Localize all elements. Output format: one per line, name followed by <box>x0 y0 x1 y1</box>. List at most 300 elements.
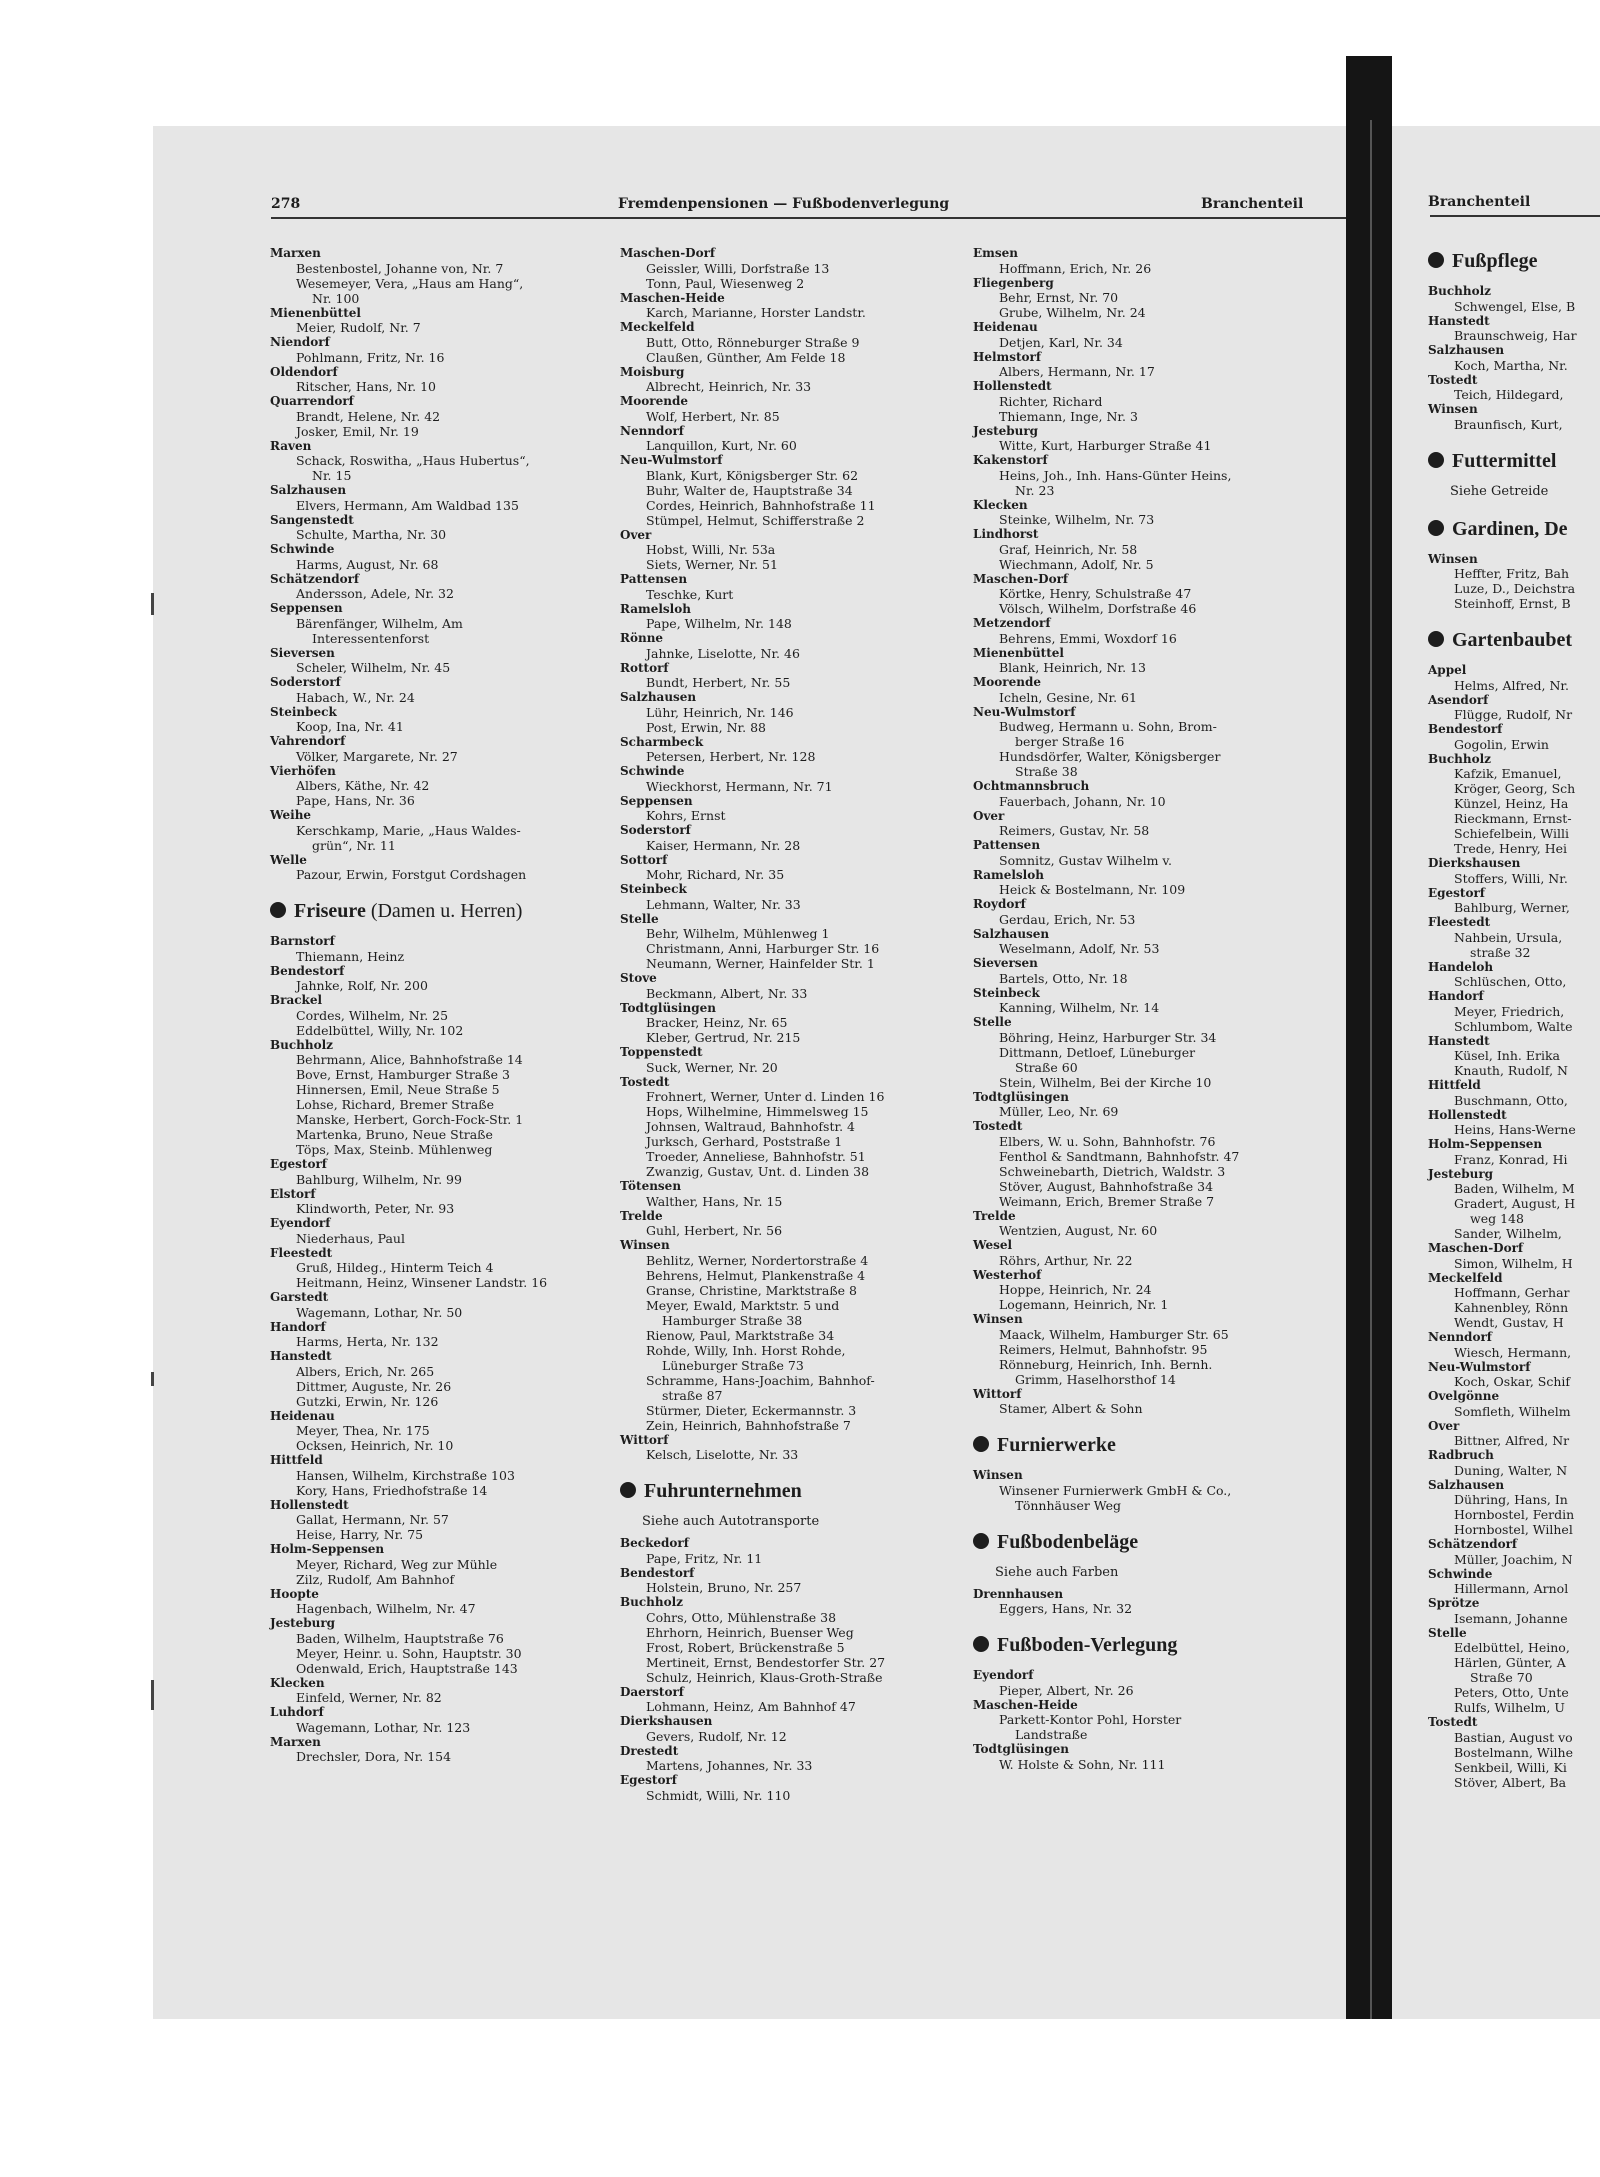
cross-reference: Siehe auch Farben <box>995 1564 1119 1580</box>
column-1 <box>270 246 615 1764</box>
listing-entry: Straße 38 <box>1015 764 1078 779</box>
listing-entry: Schiefelbein, Willi <box>1454 826 1570 841</box>
listing-entry: Müller, Leo, Nr. 69 <box>999 1104 1119 1119</box>
listing-entry: Thiemann, Inge, Nr. 3 <box>999 408 1138 424</box>
place-heading: Tostedt <box>1428 1715 1478 1729</box>
place-heading: Winsen <box>1428 551 1478 566</box>
place-heading: Dierkshausen <box>620 1714 713 1728</box>
section-bullet-icon <box>973 1436 989 1452</box>
listing-entry: Zein, Heinrich, Bahnhofstraße 7 <box>646 1417 851 1433</box>
place-heading: Bendestorf <box>620 1565 695 1580</box>
place-heading: Nenndorf <box>1428 1330 1492 1344</box>
place-heading: Fleestedt <box>1428 915 1491 929</box>
listing-entry: Bestenbostel, Johanne von, Nr. 7 <box>296 260 504 276</box>
section-title: Fußbodenbeläge <box>997 1530 1139 1553</box>
listing-entry: Stamer, Albert & Sohn <box>999 1401 1143 1416</box>
listing-entry: Hillermann, Arnol <box>1454 1581 1569 1596</box>
place-heading: Marxen <box>270 246 321 260</box>
listing-entry: Tönnhäuser Weg <box>1015 1497 1122 1513</box>
listing-entry: Wesemeyer, Vera, „Haus am Hang“, <box>296 275 524 291</box>
listing-entry: Geissler, Willi, Dorfstraße 13 <box>646 260 830 276</box>
listing-entry: Schulte, Martha, Nr. 30 <box>296 527 447 542</box>
listing-entry: Blank, Heinrich, Nr. 13 <box>999 660 1146 675</box>
section-title: Fuhrunternehmen <box>644 1480 802 1502</box>
listing-entry: Martens, Johannes, Nr. 33 <box>646 1758 813 1773</box>
place-heading: Soderstorf <box>270 675 341 689</box>
listing-entry: Stein, Wilhelm, Bei der Kirche 10 <box>999 1074 1212 1090</box>
place-heading: Ramelsloh <box>620 601 691 616</box>
listing-entry: Gruß, Hildeg., Hinterm Teich 4 <box>296 1260 494 1275</box>
right-header-rule <box>1430 215 1600 217</box>
place-heading: Elstorf <box>270 1186 316 1201</box>
section-title: Futtermittel <box>1452 449 1557 472</box>
listing-entry: Pieper, Albert, Nr. 26 <box>999 1682 1134 1698</box>
listing-entry: Harms, August, Nr. 68 <box>296 556 439 572</box>
listing-entry: Schramme, Hans-Joachim, Bahnhof- <box>646 1372 875 1388</box>
listing-entry: Völker, Margarete, Nr. 27 <box>296 748 458 764</box>
listing-entry: Holstein, Bruno, Nr. 257 <box>646 1580 802 1595</box>
listing-entry: Albers, Hermann, Nr. 17 <box>999 364 1155 379</box>
section-bullet-icon <box>973 1533 989 1549</box>
listing-entry: Braunschweig, Har <box>1454 328 1577 343</box>
place-heading: Ovelgönne <box>1428 1389 1500 1403</box>
listing-entry: Martenka, Bruno, Neue Straße <box>296 1127 493 1142</box>
listing-entry: Ehrhorn, Heinrich, Buenser Weg <box>646 1624 854 1640</box>
listing-entry: Kaiser, Hermann, Nr. 28 <box>646 837 801 853</box>
margin-mark <box>151 1680 154 1710</box>
listing-entry: Icheln, Gesine, Nr. 61 <box>999 689 1137 705</box>
listing-entry: Reimers, Gustav, Nr. 58 <box>999 823 1150 838</box>
right-page <box>1392 126 1600 2019</box>
listing-entry: Schulz, Heinrich, Klaus-Groth-Straße <box>646 1669 883 1685</box>
place-heading: Schätzendorf <box>270 571 360 586</box>
listing-entry: Heick & Bostelmann, Nr. 109 <box>999 882 1186 897</box>
listing-entry: Lohmann, Heinz, Am Bahnhof 47 <box>646 1699 856 1714</box>
section-bullet-icon <box>1428 631 1444 647</box>
listing-entry: Pape, Hans, Nr. 36 <box>296 793 415 808</box>
listing-entry: Nr. 15 <box>312 468 352 483</box>
place-heading: Sieversen <box>973 956 1038 970</box>
listing-entry: Brandt, Helene, Nr. 42 <box>296 408 441 424</box>
place-heading: Drennhausen <box>973 1586 1064 1601</box>
listing-entry: Pohlmann, Fritz, Nr. 16 <box>296 349 445 365</box>
listing-entry: Elbers, W. u. Sohn, Bahnhofstr. 76 <box>999 1133 1216 1149</box>
place-heading: Heidenau <box>973 320 1038 334</box>
section-title: Furnierwerke <box>997 1434 1116 1456</box>
listing-entry: Eggers, Hans, Nr. 32 <box>999 1601 1133 1616</box>
listing-entry: Schwengel, Else, B <box>1454 298 1576 314</box>
listing-entry: Hoffmann, Gerhar <box>1454 1285 1570 1300</box>
listing-entry: Drechsler, Dora, Nr. 154 <box>296 1749 452 1764</box>
listing-entry: Heise, Harry, Nr. 75 <box>296 1527 424 1542</box>
listing-entry: Völsch, Wilhelm, Dorfstraße 46 <box>999 601 1197 616</box>
place-heading: Tostedt <box>973 1119 1023 1133</box>
place-heading: Quarrendorf <box>270 394 354 408</box>
listing-entry: Hoppe, Heinrich, Nr. 24 <box>999 1282 1152 1297</box>
listing-entry: Bracker, Heinz, Nr. 65 <box>646 1015 788 1030</box>
place-heading: Steinbeck <box>270 704 337 719</box>
place-heading: Mienenbüttel <box>270 305 361 320</box>
place-heading: Ochtmannsbruch <box>973 779 1090 793</box>
place-heading: Emsen <box>973 246 1018 260</box>
place-heading: Klecken <box>270 1675 325 1690</box>
place-heading: Helmstorf <box>973 349 1042 364</box>
listing-entry: Hops, Wilhelmine, Himmelsweg 15 <box>646 1104 869 1119</box>
place-heading: Buchholz <box>1428 751 1491 766</box>
place-heading: Fliegenberg <box>973 275 1054 290</box>
listing-entry: Witte, Kurt, Harburger Straße 41 <box>999 438 1212 453</box>
place-heading: Buchholz <box>620 1595 683 1609</box>
cross-reference: Siehe Getreide <box>1450 483 1549 499</box>
listing-entry: Eddelbüttel, Willy, Nr. 102 <box>296 1022 464 1038</box>
listing-entry: Wieckhorst, Hermann, Nr. 71 <box>646 778 833 794</box>
listing-entry: Böhring, Heinz, Harburger Str. 34 <box>999 1029 1217 1045</box>
listing-entry: Fauerbach, Johann, Nr. 10 <box>999 793 1166 809</box>
listing-entry: Dühring, Hans, In <box>1454 1492 1568 1507</box>
listing-entry: Baden, Wilhelm, M <box>1454 1181 1575 1196</box>
listing-entry: Scheler, Wilhelm, Nr. 45 <box>296 660 451 675</box>
listing-entry: Grube, Wilhelm, Nr. 24 <box>999 305 1146 320</box>
place-heading: Asendorf <box>1428 692 1489 707</box>
listing-entry: berger Straße 16 <box>1015 734 1125 749</box>
place-heading: Maschen-Heide <box>620 290 725 305</box>
place-heading: Seppensen <box>620 793 693 808</box>
listing-entry: Frost, Robert, Brückenstraße 5 <box>646 1639 845 1655</box>
listing-entry: Graf, Heinrich, Nr. 58 <box>999 541 1138 557</box>
place-heading: Schwinde <box>1428 1566 1493 1581</box>
listing-entry: Simon, Wilhelm, H <box>1454 1255 1573 1271</box>
listing-entry: Trede, Henry, Hei <box>1454 841 1568 856</box>
place-heading: Lindhorst <box>973 527 1039 541</box>
listing-entry: Bastian, August vo <box>1454 1729 1573 1745</box>
place-heading: Dierkshausen <box>1428 856 1521 870</box>
listing-entry: Stöver, Albert, Ba <box>1454 1774 1567 1790</box>
listing-entry: Rohde, Willy, Inh. Horst Rohde, <box>646 1342 846 1358</box>
place-heading: Winsen <box>1428 402 1478 416</box>
listing-entry: Claußen, Günther, Am Felde 18 <box>646 349 846 365</box>
listing-entry: Koop, Ina, Nr. 41 <box>296 719 404 734</box>
place-heading: Drestedt <box>620 1743 679 1758</box>
listing-entry: Meyer, Ewald, Marktstr. 5 und <box>646 1297 840 1313</box>
listing-entry: Landstraße <box>1015 1727 1088 1742</box>
place-heading: Eyendorf <box>973 1668 1034 1682</box>
place-heading: Moorende <box>620 394 688 408</box>
place-heading: Radbruch <box>1428 1448 1494 1462</box>
place-heading: Roydorf <box>973 897 1026 911</box>
listing-entry: Detjen, Karl, Nr. 34 <box>999 334 1123 350</box>
place-heading: Maschen-Dorf <box>973 571 1069 586</box>
place-heading: Hanstedt <box>1428 1033 1490 1048</box>
listing-entry: Kelsch, Liselotte, Nr. 33 <box>646 1447 799 1462</box>
listing-entry: Bittner, Alfred, Nr <box>1454 1433 1570 1448</box>
listing-entry: Blank, Kurt, Königsberger Str. 62 <box>646 467 859 483</box>
right-section-label: Branchenteil <box>1428 194 1531 210</box>
listing-entry: Thiemann, Heinz <box>296 948 405 964</box>
place-heading: Todtglüsingen <box>973 1089 1069 1104</box>
listing-entry: Karch, Marianne, Horster Landstr. <box>646 305 866 320</box>
section-title: Fußboden-Verlegung <box>997 1634 1178 1656</box>
place-heading: Tostedt <box>1428 372 1478 387</box>
section-heading <box>270 898 615 924</box>
listing-entry: Meier, Rudolf, Nr. 7 <box>296 320 421 335</box>
listing-entry: Mohr, Richard, Nr. 35 <box>646 867 785 882</box>
listing-entry: Braunfisch, Kurt, <box>1454 416 1563 432</box>
listing-entry: Stürmer, Dieter, Eckermannstr. 3 <box>646 1402 857 1418</box>
listing-entry: Mertineit, Ernst, Bendestorfer Str. 27 <box>646 1654 886 1670</box>
place-heading: Bendestorf <box>1428 722 1503 736</box>
place-heading: Stelle <box>1428 1625 1467 1640</box>
place-heading: Meckelfeld <box>620 320 695 334</box>
place-heading: Maschen-Heide <box>973 1697 1078 1712</box>
listing-entry: Hornbostel, Wilhel <box>1454 1522 1573 1537</box>
listing-entry: Rulfs, Wilhelm, U <box>1454 1700 1565 1715</box>
place-heading: Soderstorf <box>620 823 691 837</box>
listing-entry: Stöver, August, Bahnhofstraße 34 <box>999 1178 1214 1194</box>
listing-entry: W. Holste & Sohn, Nr. 111 <box>999 1756 1166 1772</box>
place-heading: Steinbeck <box>620 882 687 896</box>
place-heading: Moorende <box>973 675 1041 689</box>
listing-entry: Gutzki, Erwin, Nr. 126 <box>296 1393 439 1409</box>
place-heading: Schwinde <box>270 542 335 556</box>
place-heading: Eyendorf <box>270 1216 331 1230</box>
listing-entry: Steinke, Wilhelm, Nr. 73 <box>999 512 1155 527</box>
place-heading: Hittfeld <box>1428 1078 1481 1092</box>
listing-entry: Bahlburg, Werner, <box>1454 900 1570 915</box>
place-heading: Hoopte <box>270 1586 319 1601</box>
section-bullet-icon <box>270 902 286 918</box>
listing-entry: Albers, Erich, Nr. 265 <box>296 1363 435 1379</box>
place-heading: Handorf <box>270 1319 326 1334</box>
place-heading: Bendestorf <box>270 963 345 978</box>
place-heading: Jesteburg <box>973 423 1039 438</box>
listing-entry: Steinhoff, Ernst, B <box>1454 596 1571 611</box>
listing-entry: Hinnersen, Emil, Neue Straße 5 <box>296 1082 500 1097</box>
listing-entry: Johnsen, Waltraud, Bahnhofstr. 4 <box>646 1119 855 1134</box>
place-heading: Daerstorf <box>620 1684 684 1699</box>
section-bullet-icon <box>973 1636 989 1652</box>
place-heading: Pattensen <box>620 572 688 586</box>
listing-entry: Lüneburger Straße 73 <box>662 1357 804 1373</box>
place-heading: Brackel <box>270 993 323 1007</box>
listing-entry: Richter, Richard <box>999 393 1103 409</box>
listing-entry: Schmidt, Willi, Nr. 110 <box>646 1787 791 1803</box>
listing-entry: Flügge, Rudolf, Nr <box>1454 707 1573 722</box>
listing-entry: Walther, Hans, Nr. 15 <box>646 1193 783 1209</box>
listing-entry: Hundsdörfer, Walter, Königsberger <box>999 749 1221 764</box>
listing-entry: Peters, Otto, Unte <box>1454 1685 1569 1700</box>
listing-entry: Behrens, Emmi, Woxdorf 16 <box>999 630 1177 646</box>
listing-entry: Meyer, Heinr. u. Sohn, Hauptstr. 30 <box>296 1645 522 1661</box>
listing-entry: Kahnenbley, Rönn <box>1454 1300 1569 1315</box>
place-heading: Neu-Wulmstorf <box>620 453 723 467</box>
listing-entry: Gradert, August, H <box>1454 1196 1576 1211</box>
place-heading: Jesteburg <box>1428 1166 1494 1181</box>
place-heading: Handeloh <box>1428 959 1494 974</box>
listing-entry: Rienow, Paul, Marktstraße 34 <box>646 1327 835 1343</box>
listing-entry: Bostelmann, Wilhe <box>1454 1744 1573 1760</box>
listing-entry: Habach, W., Nr. 24 <box>296 689 415 705</box>
place-heading: Sieversen <box>270 645 335 660</box>
book-spine <box>1346 56 1392 2019</box>
listing-entry: Post, Erwin, Nr. 88 <box>646 719 767 735</box>
place-heading: Kakenstorf <box>973 453 1048 467</box>
listing-entry: straße 87 <box>662 1387 723 1403</box>
section-heading <box>1428 448 1600 474</box>
listing-entry: Behlitz, Werner, Nordertorstraße 4 <box>646 1252 869 1268</box>
section-bullet-icon <box>1428 520 1444 536</box>
place-heading: Toppenstedt <box>620 1045 703 1059</box>
listing-entry: Hoffmann, Erich, Nr. 26 <box>999 260 1152 276</box>
listing-entry: Meyer, Thea, Nr. 175 <box>296 1423 430 1438</box>
section-title: Friseure <box>294 900 366 922</box>
section-heading <box>973 1432 1318 1458</box>
listing-entry: Hornbostel, Ferdin <box>1454 1507 1575 1522</box>
listing-entry: Koch, Martha, Nr. <box>1454 357 1568 373</box>
listing-entry: Luze, D., Deichstra <box>1454 581 1576 596</box>
place-heading: Over <box>620 527 652 542</box>
listing-entry: Kafzik, Emanuel, <box>1454 766 1562 781</box>
listing-entry: Jurksch, Gerhard, Poststraße 1 <box>646 1134 843 1149</box>
listing-entry: Gallat, Hermann, Nr. 57 <box>296 1512 449 1527</box>
column-2 <box>620 246 965 1803</box>
place-heading: Hanstedt <box>1428 313 1490 328</box>
place-heading: Rönne <box>620 631 664 645</box>
listing-entry: Hagenbach, Wilhelm, Nr. 47 <box>296 1601 476 1616</box>
listing-entry: Senkbeil, Willi, Ki <box>1454 1759 1567 1775</box>
place-heading: Barnstorf <box>270 934 335 948</box>
place-heading: Winsen <box>620 1238 670 1252</box>
listing-entry: Grimm, Haselhorsthof 14 <box>1015 1371 1176 1387</box>
listing-entry: Buschmann, Otto, <box>1454 1092 1568 1108</box>
place-heading: Welle <box>270 852 307 867</box>
place-heading: Salzhausen <box>270 483 347 497</box>
place-heading: Todtglüsingen <box>973 1742 1069 1756</box>
listing-entry: Jahnke, Rolf, Nr. 200 <box>296 978 428 993</box>
section-heading <box>1428 516 1600 542</box>
listing-entry: Bärenfänger, Wilhelm, Am <box>296 615 463 631</box>
listing-entry: Stümpel, Helmut, Schifferstraße 2 <box>646 512 865 528</box>
place-heading: Hollenstedt <box>270 1497 349 1512</box>
section-heading <box>973 1529 1318 1555</box>
place-heading: Over <box>1428 1418 1460 1433</box>
place-heading: Meckelfeld <box>1428 1270 1503 1285</box>
listing-entry: Behr, Wilhelm, Mühlenweg 1 <box>646 926 830 941</box>
section-title: Fußpflege <box>1452 250 1538 272</box>
listing-entry: Manske, Herbert, Gorch-Fock-Str. 1 <box>296 1112 524 1127</box>
place-heading: Salzhausen <box>1428 343 1505 357</box>
listing-entry: Isemann, Johanne <box>1454 1610 1568 1626</box>
place-heading: Raven <box>270 438 312 453</box>
listing-entry: Gerdau, Erich, Nr. 53 <box>999 911 1136 927</box>
listing-entry: Gogolin, Erwin <box>1454 736 1549 752</box>
place-heading: Maschen-Dorf <box>1428 1241 1524 1255</box>
listing-entry: Nr. 100 <box>312 290 360 306</box>
place-heading: Appel <box>1428 663 1467 677</box>
listing-entry: Fenthol & Sandtmann, Bahnhofstr. 47 <box>999 1148 1240 1164</box>
listing-entry: Butt, Otto, Rönneburger Straße 9 <box>646 334 860 350</box>
listing-entry: Bundt, Herbert, Nr. 55 <box>646 675 791 690</box>
header-rule <box>271 217 1379 219</box>
place-heading: Handorf <box>1428 989 1484 1003</box>
place-heading: Hittfeld <box>270 1453 323 1467</box>
place-heading: Todtglüsingen <box>620 1000 716 1015</box>
listing-entry: Harms, Herta, Nr. 132 <box>296 1334 439 1349</box>
listing-entry: Buhr, Walter de, Hauptstraße 34 <box>646 482 853 498</box>
margin-mark <box>151 1372 154 1386</box>
listing-entry: Cordes, Heinrich, Bahnhofstraße 11 <box>646 497 876 513</box>
listing-entry: Küsel, Inh. Erika <box>1454 1048 1560 1063</box>
listing-entry: Gevers, Rudolf, Nr. 12 <box>646 1728 787 1744</box>
listing-entry: Behr, Ernst, Nr. 70 <box>999 290 1119 305</box>
listing-entry: Sander, Wilhelm, <box>1454 1226 1562 1241</box>
section-heading <box>1428 627 1600 653</box>
listing-entry: Teschke, Kurt <box>646 586 734 602</box>
listing-entry: Straße 60 <box>1015 1059 1078 1075</box>
listing-entry: Kory, Hans, Friedhofstraße 14 <box>296 1482 488 1498</box>
listing-entry: Nahbein, Ursula, <box>1454 929 1563 945</box>
section-bullet-icon <box>1428 452 1444 468</box>
section-title: Gardinen, De <box>1452 517 1568 540</box>
listing-entry: Troeder, Anneliese, Bahnhofstr. 51 <box>646 1149 866 1164</box>
listing-entry: Künzel, Heinz, Ha <box>1454 796 1569 811</box>
place-heading: Egestorf <box>1428 885 1485 900</box>
place-heading: Hanstedt <box>270 1349 332 1363</box>
listing-entry: Behrmann, Alice, Bahnhofstraße 14 <box>296 1052 523 1067</box>
listing-entry: Maack, Wilhelm, Hamburger Str. 65 <box>999 1326 1229 1342</box>
listing-entry: Suck, Werner, Nr. 20 <box>646 1059 778 1075</box>
place-heading: Niendorf <box>270 335 330 349</box>
place-heading: Trelde <box>973 1208 1016 1223</box>
place-heading: Klecken <box>973 497 1028 512</box>
place-heading: Maschen-Dorf <box>620 246 716 260</box>
place-heading: Salzhausen <box>620 690 697 704</box>
listing-entry: Christmann, Anni, Harburger Str. 16 <box>646 941 880 956</box>
listing-entry: Hobst, Willi, Nr. 53a <box>646 542 776 557</box>
place-heading: Hollenstedt <box>1428 1107 1507 1122</box>
listing-entry: Klindworth, Peter, Nr. 93 <box>296 1201 455 1216</box>
place-heading: Salzhausen <box>1428 1477 1505 1492</box>
listing-entry: Kleber, Gertrud, Nr. 215 <box>646 1030 801 1045</box>
place-heading: Tötensen <box>620 1179 682 1193</box>
listing-entry: Behrens, Helmut, Plankenstraße 4 <box>646 1267 866 1283</box>
place-heading: Marxen <box>270 1734 321 1749</box>
section-bullet-icon <box>1428 252 1444 268</box>
listing-entry: Niederhaus, Paul <box>296 1230 405 1246</box>
place-heading: Neu-Wulmstorf <box>1428 1359 1531 1374</box>
listing-entry: Schlüschen, Otto, <box>1454 974 1567 989</box>
listing-entry: Franz, Konrad, Hi <box>1454 1151 1568 1167</box>
listing-entry: Wiechmann, Adolf, Nr. 5 <box>999 556 1154 572</box>
listing-entry: Edelbüttel, Heino, <box>1454 1640 1570 1655</box>
listing-entry: Schweinebarth, Dietrich, Waldstr. 3 <box>999 1163 1226 1179</box>
listing-entry: Heffter, Fritz, Bah <box>1454 566 1570 581</box>
place-heading: Schätzendorf <box>1428 1537 1518 1551</box>
place-heading: Winsen <box>973 1468 1023 1482</box>
place-heading: Buchholz <box>270 1037 333 1052</box>
place-heading: Jesteburg <box>270 1616 336 1630</box>
running-head: Fremdenpensionen — Fußbodenverlegung <box>618 196 950 212</box>
listing-entry: Lanquillon, Kurt, Nr. 60 <box>646 438 797 453</box>
listing-entry: Odenwald, Erich, Hauptstraße 143 <box>296 1660 518 1676</box>
place-heading: Fleestedt <box>270 1245 333 1260</box>
place-heading: Vierhöfen <box>270 763 336 778</box>
page-number: 278 <box>271 196 301 212</box>
listing-entry: Müller, Joachim, N <box>1454 1551 1573 1567</box>
listing-entry: Duning, Walter, N <box>1454 1462 1568 1478</box>
section-heading <box>620 1478 965 1504</box>
listing-entry: Nr. 23 <box>1015 482 1055 498</box>
listing-entry: Töps, Max, Steinb. Mühlenweg <box>296 1142 493 1157</box>
